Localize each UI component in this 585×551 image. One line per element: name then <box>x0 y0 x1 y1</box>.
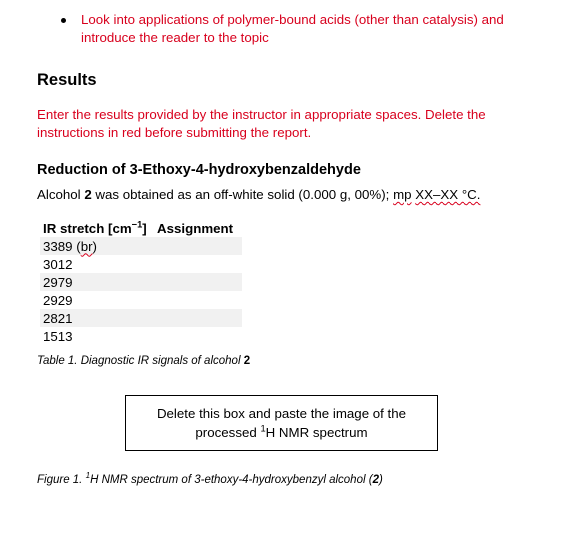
mp-abbrev: mp <box>393 187 412 202</box>
mp-range: XX–XX °C. <box>415 187 481 202</box>
table-row[interactable] <box>40 309 242 327</box>
table-row[interactable] <box>40 291 242 309</box>
results-heading[interactable]: Results <box>37 71 97 89</box>
assignment-cell[interactable] <box>154 273 242 291</box>
table-row[interactable] <box>40 237 242 255</box>
compound-number: 2 <box>84 187 92 202</box>
figure-caption[interactable]: Figure 1. $^1$H NMR spectrum of 3-ethoxy-4-hydroxybenzyl alcohol (2) <box>37 471 383 486</box>
assignment-cell[interactable] <box>154 327 242 345</box>
figure-compound-number: 2 <box>372 474 379 486</box>
ir-value-cell[interactable]: 2929 <box>43 292 73 308</box>
table-row[interactable] <box>40 255 242 273</box>
nmr-box-line1: Delete this box and paste the image of the <box>156 406 407 421</box>
table-caption[interactable]: Table 1. Diagnostic IR signals of alcohol 2 <box>37 355 251 367</box>
assignment-cell[interactable] <box>154 291 242 309</box>
assignment-cell[interactable] <box>154 309 242 327</box>
sentence-pre: Alcohol <box>37 187 85 202</box>
sentence-mid: was obtained as an off-white solid (0.000 g, 00%); <box>91 187 394 202</box>
ir-value-cell[interactable]: 3012 <box>43 256 73 272</box>
caption-compound-number: 2 <box>243 355 251 367</box>
nmr-box-line2: processed $^1$H NMR spectrum <box>195 423 368 440</box>
reduction-heading[interactable]: Reduction of 3-Ethoxy-4-hydroxybenzaldehyde <box>37 162 361 178</box>
ir-value-cell[interactable]: 2821 <box>40 309 154 327</box>
ir-table[interactable] <box>40 219 242 345</box>
ir-value-cell[interactable]: 2979 <box>40 273 154 291</box>
header-assignment: Assignment <box>157 220 234 236</box>
ir-value-cell[interactable]: 3389 (br) <box>40 237 154 255</box>
intro-bullet-text[interactable]: Look into applications of polymer-bound acids (other than catalysis) and introduce the reader to the topic <box>81 12 504 45</box>
assignment-cell[interactable] <box>154 237 242 255</box>
bullet-dot-icon <box>61 18 66 23</box>
intro-bullet <box>61 11 561 46</box>
assignment-cell[interactable] <box>154 255 242 273</box>
ir-table-header <box>40 219 242 237</box>
nmr-placeholder-box[interactable] <box>125 395 438 451</box>
ir-value-cell[interactable]: 1513 <box>43 328 73 344</box>
table-row[interactable] <box>40 327 242 345</box>
header-ir-stretch: IR stretch $[cm^{-1}]$ <box>43 219 147 236</box>
table-row[interactable] <box>40 273 242 291</box>
results-instructions[interactable]: Enter the results provided by the instructor in appropriate spaces. Delete the instructions in red before submitting the report. <box>37 107 486 140</box>
result-sentence[interactable] <box>37 187 480 202</box>
